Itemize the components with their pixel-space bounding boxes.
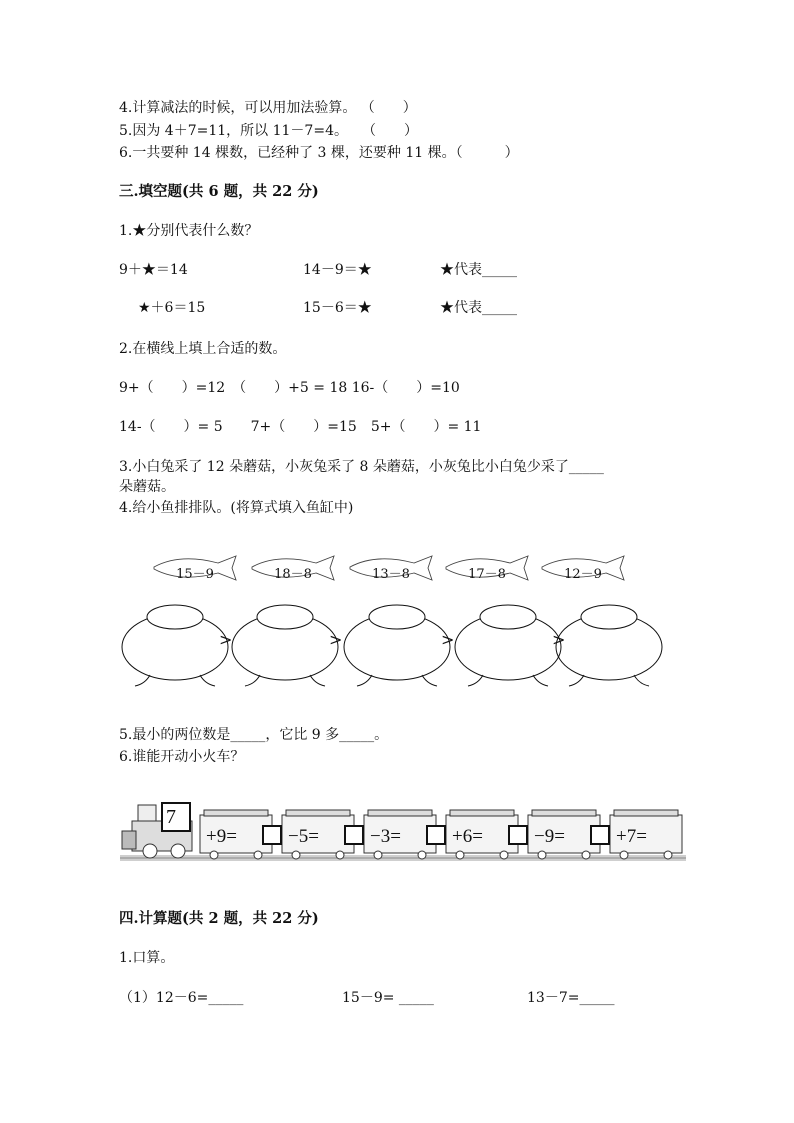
fish-1 <box>150 553 240 583</box>
calc-q1-item1: （1）12－6=_____ <box>119 990 244 1006</box>
fill-q1-eq2: 14－9＝★ <box>303 262 372 278</box>
calc-q1-item3: 13－7=_____ <box>527 990 615 1006</box>
judge-q5: 5.因为 4＋7=11，所以 11－7=4。 （ ） <box>119 123 418 139</box>
train-illustration <box>120 795 686 865</box>
train-car-5: −9= <box>534 826 565 847</box>
train-engine <box>122 803 192 858</box>
train-car-4: +6= <box>452 826 483 847</box>
fish-tank-2 <box>232 605 338 686</box>
fill-q2-row1: 9+（ ）=12 （ ）+5 = 18 16-（ ）=10 <box>119 380 460 396</box>
comparator-3: > <box>441 630 455 649</box>
fill-q1-eq4: 15－6＝★ <box>303 300 372 316</box>
train-engine-number: 7 <box>166 806 176 828</box>
section4-title: 四.计算题(共 2 题，共 22 分) <box>119 910 319 927</box>
fill-q5: 5.最小的两位数是_____，它比 9 多_____。 <box>119 727 389 743</box>
fill-q2-prompt: 2.在横线上填上合适的数。 <box>119 341 287 357</box>
train-car-1: +9= <box>206 826 237 847</box>
fish-1-label: 15－9 <box>176 567 214 582</box>
fill-q1-answer1: ★代表_____ <box>440 262 517 278</box>
judge-q6: 6.一共要种 14 棵数，已经种了 3 棵，还要种 11 棵。（ ） <box>119 145 519 161</box>
fill-q4-prompt: 4.给小鱼排排队。(将算式填入鱼缸中) <box>119 500 354 516</box>
fish-5 <box>538 553 628 583</box>
comparator-1: > <box>219 630 233 649</box>
judge-q4: 4.计算减法的时候，可以用加法验算。 （ ） <box>119 100 417 116</box>
fish-4 <box>442 553 532 583</box>
fish-3-label: 13－8 <box>372 567 410 582</box>
fish-3 <box>346 553 436 583</box>
fish-4-label: 17－8 <box>468 567 506 582</box>
fill-q1-prompt: 1.★分别代表什么数？ <box>119 223 259 239</box>
fish-2-label: 18－8 <box>274 567 312 582</box>
fish-5-label: 12－9 <box>564 567 602 582</box>
train-car-3: −3= <box>370 826 401 847</box>
comparator-4: > <box>552 630 566 649</box>
fill-q1-answer2: ★代表_____ <box>440 300 517 316</box>
train-car-2: −5= <box>288 826 319 847</box>
fill-q3-line1: 3.小白兔采了 12 朵蘑菇，小灰兔采了 8 朵蘑菇，小灰兔比小白兔少采了_____ <box>119 459 604 475</box>
fish-2 <box>248 553 338 583</box>
fill-q6-prompt: 6.谁能开动小火车？ <box>119 749 245 765</box>
train-car-6: +7= <box>616 826 647 847</box>
section3-title: 三.填空题(共 6 题，共 22 分) <box>119 183 319 200</box>
fish-tank-3 <box>344 605 450 686</box>
fish-tanks <box>115 600 675 695</box>
comparator-2: > <box>329 630 343 649</box>
fill-q1-eq1: 9＋★＝14 <box>119 262 188 278</box>
calc-q1-prompt: 1.口算。 <box>119 950 175 966</box>
fill-q1-eq3: ★＋6＝15 <box>138 300 206 316</box>
fish-tank-4 <box>455 605 561 686</box>
fish-tank-5 <box>556 605 662 686</box>
calc-q1-item2: 15－9= _____ <box>342 990 434 1006</box>
fill-q3-line2: 朵蘑菇。 <box>119 479 175 495</box>
fish-tank-1 <box>122 605 228 686</box>
fill-q2-row2: 14-（ ）= 5 7+（ ）=15 5+（ ）= 11 <box>119 419 482 435</box>
